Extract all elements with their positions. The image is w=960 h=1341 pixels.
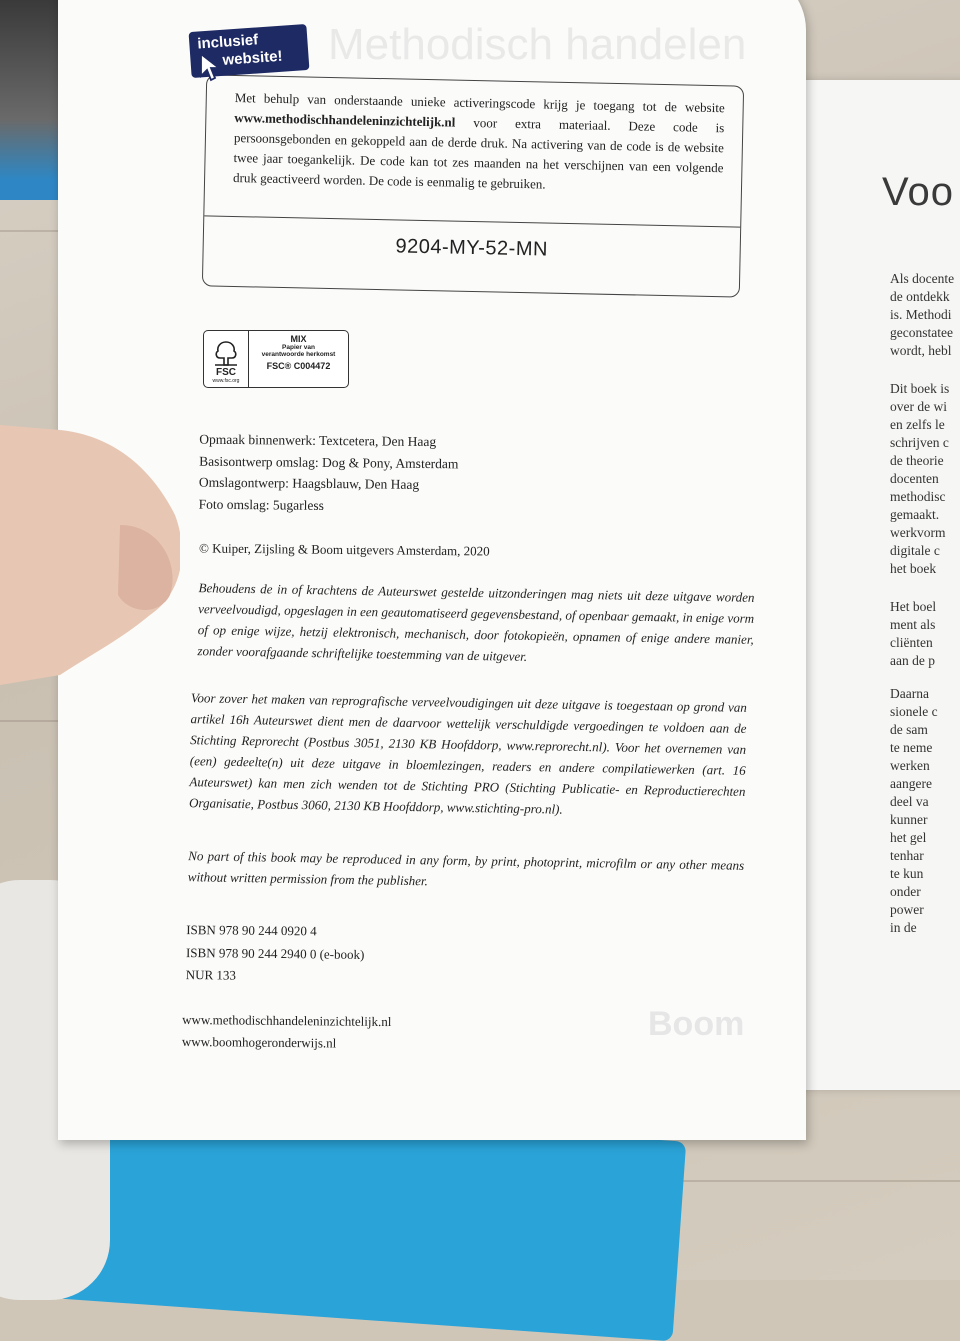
activation-site: www.methodischhandeleninzichtelijk.nl — [234, 109, 456, 130]
right-page-line: Als docente — [890, 271, 955, 286]
right-page-line: onder — [890, 884, 921, 899]
right-page-line: deel va — [890, 794, 929, 809]
activation-body: voor extra materiaal. Deze code is persoonsgebonden en gekoppeld aan de derde druk. Na activering van de code is de website twee jaar toegankelijk. De code kan tot zes maanden na het verschijnen van een volgende druk geactiveerd worden. De code is eenmalig te gebruiken. — [232, 114, 725, 192]
right-page-line: de ontdekk — [890, 289, 950, 304]
isbn-line: ISBN 978 90 244 0920 4 — [186, 922, 317, 939]
fsc-logo — [203, 330, 349, 388]
credit-line: Opmaak binnenwerk: Textcetera, Den Haag — [199, 431, 437, 450]
right-page-line: schrijven c — [890, 435, 949, 450]
right-page-line: het gel — [890, 830, 927, 845]
right-page-line: en zelfs le — [890, 417, 945, 432]
cursor-icon — [198, 52, 224, 82]
right-page-line: het boek — [890, 561, 937, 576]
right-page-line: over de wi — [890, 399, 947, 414]
right-page-line: docenten — [890, 471, 939, 486]
right-page-title: Voo — [882, 170, 954, 214]
activation-code: 9204-MY-52-MN — [395, 235, 549, 261]
badge-line1: inclusief — [196, 31, 259, 53]
credit-line: Omslagontwerp: Haagsblauw, Den Haag — [198, 474, 420, 492]
right-page-line: Het boel — [890, 599, 937, 614]
right-page-line: de sam — [890, 722, 928, 737]
right-page-line: gemaakt. — [890, 507, 940, 522]
tree-icon — [211, 339, 241, 367]
legal-paragraph-1: Behoudens de in of krachtens de Auteurswet gestelde uitzonderingen mag niets uit deze uitgave worden verveelvoudigd, opgeslagen in een geautomatiseerd gegevensbestand, of openbaar gemaakt, in enige vorm of op enige wijze, hetzij elektronisch, mechanisch, door fotokopieën, opnamen of enige andere manier, zonder voorafgaande schriftelijke toestemming van de uitgever. — [197, 580, 755, 664]
right-page-line: in de — [890, 920, 917, 935]
right-page-line: werkvorm — [890, 525, 946, 540]
right-page-line: geconstatee — [890, 325, 953, 340]
right-page-line: power — [890, 902, 924, 917]
activation-text — [233, 88, 725, 198]
right-page-line: cliënten — [890, 635, 933, 650]
activation-intro: Met behulp van onderstaande unieke activeringscode krijg je toegang tot de website — [234, 89, 725, 116]
right-page — [790, 80, 960, 1090]
fsc-word: FSC — [216, 367, 236, 378]
right-page-line: kunner — [890, 812, 928, 827]
right-page-line: tenhar — [890, 848, 924, 863]
fsc-url: www.fsc.org — [212, 378, 240, 384]
right-page-line: is. Methodi — [890, 307, 952, 322]
fsc-code: FSC® C004472 — [266, 361, 331, 371]
url-line: www.boomhogeronderwijs.nl — [181, 1033, 337, 1051]
right-page-line: methodisc — [890, 489, 946, 504]
fsc-sub2: verantwoorde herkomst — [261, 351, 336, 358]
right-page-line: de theorie — [890, 453, 944, 468]
url-line: www.methodischhandeleninzichtelijk.nl — [182, 1011, 392, 1030]
fsc-details — [249, 331, 348, 387]
right-page-line: Daarna — [890, 686, 929, 701]
right-page-line: werken — [890, 758, 930, 773]
legal-paragraph-3: No part of this book may be reproduced in any form, by print, photoprint, microfilm or any other means without written permission from the publisher. — [187, 848, 745, 889]
copyright: © Kuiper, Zijsling & Boom uitgevers Amsterdam, 2020 — [198, 540, 490, 559]
activation-box — [202, 74, 744, 297]
right-page-line: wordt, hebl — [890, 343, 952, 358]
ghost-logo: Boom — [648, 1005, 745, 1043]
legal-paragraph-2: Voor zover het maken van reprografische verveelvoudigingen uit deze uitgave is toegestaan op grond van artikel 16h Auteurswet dient men de daarvoor wettelijk verschuldigde vergoedingen te voldoen aan de Stichting Reprorecht (Postbus 3051, 2130 KB Hoofddorp, www.reprorecht.nl). Voor het overnemen van (een) gedeelte(n) uit deze uitgave in bloemlezingen, readers en andere compilatiewerken (art. 16 Auteurswet) kan men zich wenden tot de Stichting PRO (Stichting Publicatie- en Reproductierechten Organisatie, Postbus 3060, 2130 KB Hoofddorp, www.stichting-pro.nl). — [188, 690, 748, 817]
credits — [199, 429, 459, 518]
url-block — [182, 1009, 392, 1055]
badge-line2: website! — [221, 47, 284, 69]
divider — [204, 215, 740, 227]
right-page-line: digitale c — [890, 543, 940, 558]
credit-line: Foto omslag: 5ugarless — [198, 496, 324, 513]
thumb — [0, 425, 180, 685]
isbn-line: ISBN 978 90 244 2940 0 (e-book) — [185, 944, 365, 962]
fsc-mix: MIX — [290, 334, 307, 344]
right-page-line: aangere — [890, 776, 932, 791]
right-page-line: sionele c — [890, 704, 938, 719]
fsc-sub1: Papier van — [282, 344, 315, 351]
nur-line: NUR 133 — [185, 967, 237, 983]
ghost-title: Methodisch handelen — [328, 20, 747, 69]
right-page-line: te neme — [890, 740, 933, 755]
credit-line: Basisontwerp omslag: Dog & Pony, Amsterdam — [199, 453, 459, 471]
right-page-line: aan de p — [890, 653, 935, 668]
right-page-line: Dit boek is — [890, 381, 950, 396]
isbn-block — [186, 919, 365, 988]
fsc-mark — [204, 331, 249, 387]
right-page-line: te kun — [890, 866, 924, 881]
right-page-line: ment als — [890, 617, 936, 632]
